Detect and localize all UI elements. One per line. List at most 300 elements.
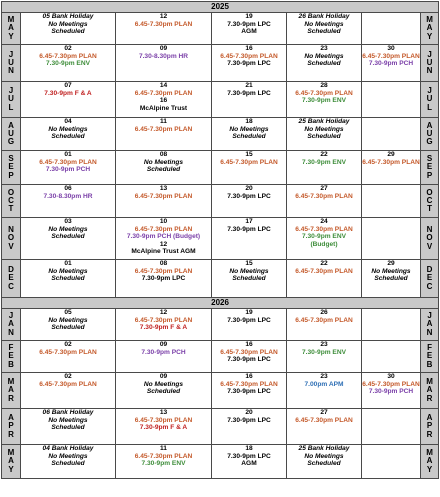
week-cell [21,45,116,82]
week-cell [212,45,287,82]
month-letter: D [426,265,433,275]
month-letter: D [8,265,14,275]
meeting-date: 29 [387,260,395,267]
meeting-entry: 7.00pm APM [304,380,344,388]
meeting-date: 29 [387,151,395,158]
month-letter: S [426,154,433,164]
meeting-date: 15 [245,151,253,158]
week-cell [212,13,287,45]
week-cell [287,373,362,409]
meeting-date: 02 [64,373,72,380]
month-letter: Y [8,464,14,474]
week-cell [21,218,116,260]
month-letter: U [8,94,14,104]
meeting-entry: 6.45-7.30pm PLAN [295,192,353,200]
month-label-right [421,13,439,45]
meeting-entry: No Meetings [48,125,88,133]
week-cell [212,373,287,409]
meeting-date: 16 [245,45,253,52]
meeting-entry: 7.30-9pm PCH [368,388,414,396]
meeting-date: 01 [64,260,72,267]
meeting-entry: Scheduled [51,133,85,141]
meeting-entry: Scheduled [51,460,85,468]
week-cell [21,185,116,218]
week-cell [116,373,212,409]
meeting-date: 05 [64,309,72,316]
meeting-date: 28 [320,82,328,89]
week-cell [287,409,362,445]
meeting-entry: 04 Bank Holiday [42,445,94,452]
month-label-left [2,309,21,341]
meeting-entry: 7.30-9pm LPC [227,225,271,233]
meeting-entry: 7.30-9pm LPC [227,60,271,68]
month-letter: A [426,413,433,423]
meeting-entry: 7.30-9pm PCH [368,60,414,68]
meeting-entry: 6.45-7.30pm PLAN [39,158,97,166]
meeting-entry: Scheduled [307,460,341,468]
month-row [2,218,439,260]
meeting-entry: No Meetings [304,52,344,60]
meeting-entry: No Meetings [304,125,344,133]
month-letter: A [8,456,14,466]
meeting-entry: Scheduled [51,233,85,241]
meeting-date: 16 [245,341,253,348]
month-letter: O [7,187,15,197]
month-label-left [2,151,21,185]
month-letter: Y [426,464,433,474]
month-letter: Y [8,31,14,41]
week-cell [287,445,362,479]
month-letter: J [427,86,432,96]
meeting-entry: 7.30-9pm PCH [45,166,91,174]
month-label-right [421,409,439,445]
meeting-date: 30 [387,45,395,52]
meeting-date: 23 [320,341,328,348]
week-cell [116,309,212,341]
week-cell [21,82,116,118]
meeting-date: 16 [245,373,253,380]
week-cell [21,409,116,445]
week-cell [116,82,212,118]
meeting-entry: 7.30-9pm PCH (Budget) [126,233,201,241]
week-cell [21,445,116,479]
month-row [2,45,439,82]
meeting-entry: 6.45-7.30pm PLAN [39,52,97,60]
month-label-right [421,45,439,82]
meeting-entry: 7.30-9pm ENV [302,348,346,356]
month-row [2,409,439,445]
month-letter: M [7,377,15,387]
month-letter: U [8,57,14,67]
month-letter: U [426,94,433,104]
month-letter: N [8,66,14,76]
meeting-date: 09 [159,45,168,52]
month-letter: E [426,351,433,361]
month-letter: V [8,241,14,251]
week-cell [212,445,287,479]
meeting-entry: 6.45-7.30pm PLAN [362,380,420,388]
meeting-date: 18 [245,118,253,125]
meeting-entry: Scheduled [232,275,266,283]
meeting-entry: 7.30-9pm LPC [227,20,271,28]
month-letter: B [426,359,433,369]
meeting-entry: No Meetings [48,416,88,424]
week-cell [21,260,116,298]
meeting-date: 23 [320,45,328,52]
week-cell [21,13,116,45]
meeting-entry: AGM [241,28,257,36]
meeting-date: 09 [159,341,168,348]
week-cell [212,151,287,185]
month-letter: J [8,49,14,59]
meeting-entry: 6.45-7.30pm PLAN [134,20,193,28]
meeting-date: 27 [320,409,328,416]
month-letter: A [8,120,14,130]
meeting-date: 02 [64,341,72,348]
meeting-entry: 7.30-9pm F & A [139,424,188,432]
meeting-entry: No Meetings [229,125,269,133]
week-cell [116,45,212,82]
month-letter: N [8,225,14,235]
month-label-left [2,409,21,445]
meeting-entry: No Meetings [229,267,269,275]
year-header-row [2,2,439,13]
week-cell [287,260,362,298]
month-label-left [2,13,21,45]
meeting-date: 11 [160,445,167,452]
meeting-date: 19 [245,309,253,316]
meeting-entry: 6.45-7.30pm PLAN [134,125,193,133]
meeting-date: 12 [159,309,168,316]
meeting-date: 12 [159,240,168,248]
meeting-entry: Scheduled [51,424,85,432]
meeting-entry: 6.45-7.30pm PLAN [220,52,278,60]
month-letter: U [426,128,433,138]
month-label-right [421,445,439,479]
meeting-date: 18 [245,445,253,452]
month-letter: R [8,429,14,439]
week-cell [362,13,421,45]
week-cell [362,45,421,82]
meeting-entry: 6.45-7.30pm PLAN [134,225,193,233]
month-label-right [421,309,439,341]
meeting-entry: Scheduled [51,324,85,332]
month-letter: C [426,195,433,205]
month-letter: T [8,204,14,214]
month-label-right [421,341,439,373]
meeting-entry: 6.45-7.30pm PLAN [220,158,278,166]
month-letter: A [8,319,14,329]
month-letter: P [426,421,433,431]
meeting-date: 17 [245,218,253,225]
meeting-entry: Scheduled [307,60,341,68]
week-cell [362,151,421,185]
meeting-entry: 25 Bank Holiday [298,118,350,125]
meeting-entry: No Meetings [143,158,184,166]
month-label-right [421,151,439,185]
week-cell [116,151,212,185]
meeting-entry: McAlpine Trust AGM [131,248,196,256]
meeting-entry: 06 Bank Holiday [42,409,94,416]
month-row [2,309,439,341]
week-cell [212,260,287,298]
meeting-date: 27 [320,185,328,192]
month-row [2,341,439,373]
meeting-date: 03 [64,218,72,225]
month-letter: R [426,429,433,439]
month-letter: M [7,15,15,25]
week-cell [116,445,212,479]
meeting-entry: 7.30-9pm F & A [44,89,92,97]
week-cell [212,341,287,373]
month-letter: N [8,327,14,337]
month-label-left [2,118,21,151]
meeting-entry: 6.45-7.30pm PLAN [362,52,420,60]
month-letter: N [426,327,433,337]
month-letter: A [8,23,14,33]
month-letter: N [426,66,433,76]
month-letter: J [8,311,14,321]
meeting-entry: 7.30-9pm LPC [141,275,186,283]
month-letter: A [426,120,433,130]
week-cell [116,409,212,445]
meeting-entry: No Meetings [48,267,88,275]
meeting-entry: 7.30-9pm ENV [302,158,346,166]
meeting-entry: 6.45-7.30pm PLAN [295,89,353,97]
month-label-left [2,341,21,373]
meeting-entry: 7.30-9pm ENV [141,460,186,468]
month-letter: J [427,49,432,59]
year-header-row [2,298,439,309]
week-cell [362,218,421,260]
month-letter: N [426,225,433,235]
meeting-date: 06 [64,185,72,192]
meeting-entry: No Meetings [48,20,88,28]
month-letter: M [7,448,15,458]
month-letter: S [8,154,14,164]
week-cell [21,309,116,341]
week-cell [362,185,421,218]
meeting-entry: 7.30-9pm ENV [302,233,346,241]
week-cell [21,151,116,185]
month-letter: C [426,281,433,291]
month-letter: F [8,343,14,353]
meeting-date: 24 [320,218,328,225]
month-label-left [2,373,21,409]
week-cell [212,309,287,341]
meeting-entry: 6.45-7.30pm PLAN [220,380,278,388]
month-letter: A [8,413,14,423]
meeting-entry: 7.30-9pm LPC [227,316,271,324]
week-cell [116,341,212,373]
meeting-entry: 6.45-7.30pm PLAN [134,452,193,460]
meeting-entry: 6.45-7.30pm PLAN [134,267,193,275]
meeting-entry: McAlpine Trust [139,104,188,112]
meeting-entry: 6.45-7.30pm PLAN [134,192,193,200]
month-letter: O [426,187,433,197]
meeting-entry: Scheduled [146,388,181,396]
meeting-entry: No Meetings [304,452,344,460]
meeting-date: 09 [159,373,168,380]
month-letter: O [7,233,15,243]
meeting-date: 30 [387,373,395,380]
month-letter: E [426,273,433,283]
week-cell [287,341,362,373]
meeting-entry: 6.45-7.30pm PLAN [295,416,353,424]
week-cell [287,45,362,82]
meeting-entry: 6.45-7.30pm PLAN [39,348,97,356]
calendar-body [2,2,439,479]
meeting-entry: 7.30-9pm ENV [302,97,346,105]
meeting-entry: (Budget) [310,240,338,248]
meeting-entry: 26 Bank Holiday [298,13,350,20]
meeting-entry: 7.30-9pm F & A [139,324,188,332]
month-letter: G [7,137,15,147]
month-letter: J [427,311,432,321]
week-cell [287,185,362,218]
week-cell [212,185,287,218]
meeting-date: 10 [159,218,168,225]
month-label-left [2,218,21,260]
month-letter: L [427,102,432,112]
meeting-entry: 7.30-9pm LPC [227,356,271,364]
month-label-left [2,82,21,118]
meeting-date: 19 [245,13,253,20]
week-cell [362,409,421,445]
meeting-date: 22 [320,260,328,267]
month-letter: O [426,233,433,243]
week-cell [362,309,421,341]
week-cell [362,260,421,298]
week-cell [212,409,287,445]
meeting-entry: AGM [241,460,257,468]
meeting-entry: Scheduled [307,28,341,36]
week-cell [21,373,116,409]
meeting-entry: No Meetings [48,452,88,460]
month-letter: A [426,456,433,466]
meeting-date: 22 [320,151,328,158]
week-cell [362,341,421,373]
month-letter: A [8,385,14,395]
meeting-entry: Scheduled [51,28,85,36]
month-letter: E [426,162,433,172]
month-label-right [421,185,439,218]
week-cell [116,260,212,298]
year-heading: 2025 [2,2,439,13]
meeting-date: 15 [245,260,253,267]
meeting-entry: No Meetings [48,316,88,324]
meeting-entry: 7.30-9pm PCH [141,348,186,356]
meeting-entry: Scheduled [307,133,341,141]
month-row [2,13,439,45]
month-label-left [2,45,21,82]
meeting-date: 21 [245,82,253,89]
month-letter: P [8,421,14,431]
meeting-entry: 7.30-9pm LPC [227,416,271,424]
week-cell [116,218,212,260]
month-label-right [421,373,439,409]
meeting-entry: 7.30-8.30pm HR [43,192,93,200]
month-row [2,445,439,479]
month-letter: E [8,162,14,172]
month-letter: C [8,195,14,205]
meeting-date: 26 [320,309,328,316]
month-letter: M [426,377,433,387]
month-letter: R [8,393,14,403]
meeting-entry: 7.30-9pm LPC [227,388,271,396]
week-cell [287,82,362,118]
month-label-right [421,82,439,118]
meeting-entry: Scheduled [232,133,266,141]
meeting-date: 16 [159,97,168,105]
meeting-date: 01 [64,151,72,158]
week-cell [287,309,362,341]
month-label-right [421,118,439,151]
meeting-entry: 6.45-7.30pm PLAN [39,380,97,388]
month-row [2,185,439,218]
week-cell [362,373,421,409]
month-letter: B [8,359,14,369]
meeting-entry: 05 Bank Holiday [42,13,94,20]
month-letter: L [8,102,14,112]
meeting-entry: No Meetings [143,380,184,388]
month-letter: P [8,170,14,180]
month-letter: U [8,128,14,138]
meeting-date: 20 [245,185,253,192]
meeting-entry: Scheduled [374,275,408,283]
month-letter: V [426,241,433,251]
month-row [2,151,439,185]
week-cell [116,118,212,151]
meeting-entry: 6.45-7.30pm PLAN [134,416,193,424]
week-cell [21,118,116,151]
month-letter: M [426,15,433,25]
meeting-date: 14 [159,82,168,89]
month-letter: E [8,273,14,283]
month-letter: A [426,319,433,329]
month-label-left [2,260,21,298]
meeting-date: 13 [159,409,168,416]
month-row [2,118,439,151]
month-letter: Y [426,31,433,41]
meeting-date: 07 [64,82,72,89]
month-letter: R [426,393,433,403]
meeting-entry: 7.30-9pm ENV [46,60,90,68]
meeting-date: 04 [64,118,72,125]
meeting-entry: 7.30-8.30pm HR [138,52,189,60]
month-label-left [2,185,21,218]
month-letter: M [426,448,433,458]
meeting-entry: 6.45-7.30pm PLAN [220,348,278,356]
month-label-right [421,218,439,260]
month-letter: J [8,86,14,96]
meeting-date: 23 [320,373,328,380]
meeting-entry: No Meetings [371,267,411,275]
month-letter: F [427,343,432,353]
meeting-entry: 7.30-9pm LPC [227,192,271,200]
meeting-date: 13 [159,185,168,192]
week-cell [116,185,212,218]
week-cell [212,118,287,151]
meeting-entry: 6.45-7.30pm PLAN [134,89,193,97]
month-row [2,82,439,118]
meeting-entry: 25 Bank Holiday [298,445,350,452]
meeting-date: 20 [245,409,253,416]
meeting-entry: Scheduled [51,275,85,283]
meeting-date: 02 [64,45,72,52]
month-letter: A [426,23,433,33]
week-cell [362,118,421,151]
